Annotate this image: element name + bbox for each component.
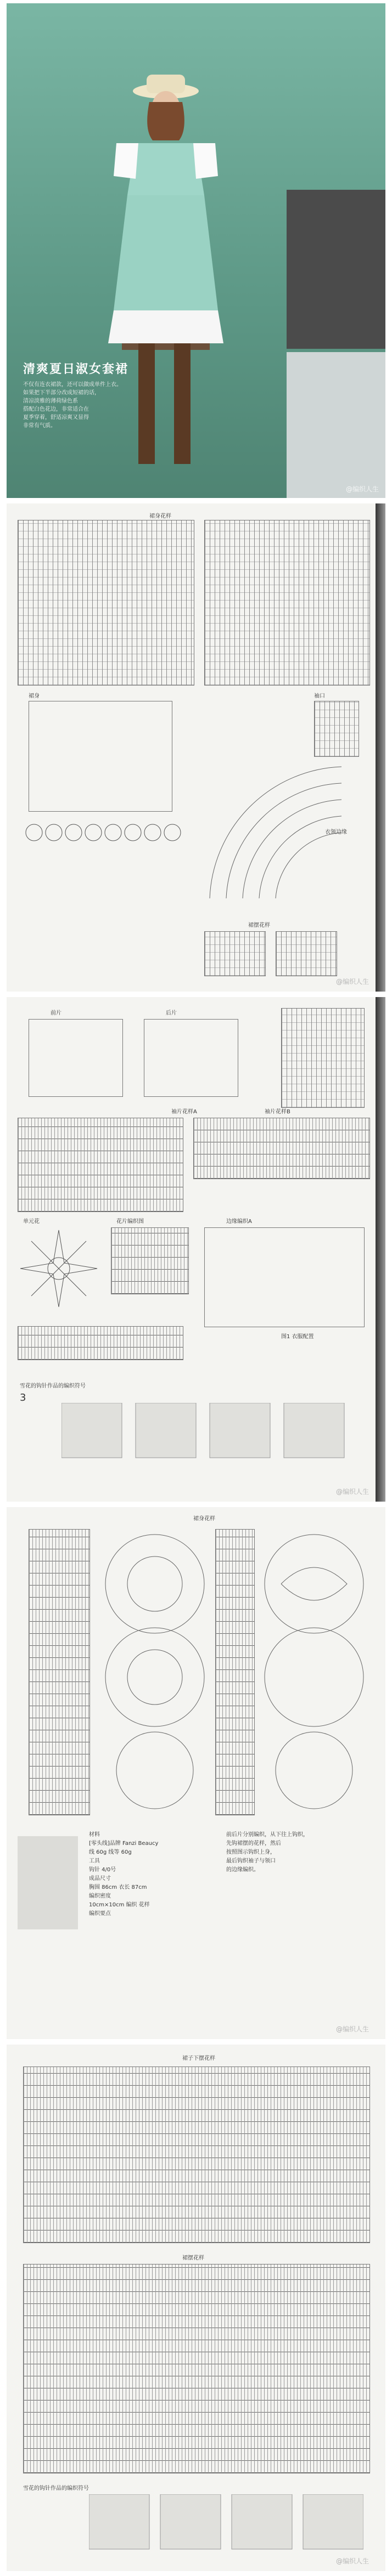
symbol-caption: 雪花的钩针作品的编织符号: [20, 1383, 86, 1389]
front-schematic: [29, 1019, 123, 1097]
chart-label: 裙身花样: [149, 513, 171, 519]
text-line: 的边缘编织。: [226, 1867, 259, 1873]
text-line: 工具: [89, 1858, 100, 1864]
lace-chart-right: [204, 520, 370, 686]
star-motif: [18, 1227, 100, 1310]
edging-chart: [18, 1326, 183, 1360]
text-line: [零头线]品牌 Fanzi Beaucy: [89, 1841, 159, 1847]
page-edge: [376, 503, 385, 992]
chart-label: 花片编织图: [116, 1219, 144, 1225]
thumbnail-photo: [18, 1836, 78, 1929]
fan-chart: [204, 723, 347, 904]
chart-label: 裙摆花样: [182, 2255, 204, 2261]
symbol-caption: 雪花的钩针作品的编织符号: [23, 2486, 89, 2492]
hem-chart-top: [23, 2067, 370, 2243]
text-line: 编织要点: [89, 1911, 111, 1917]
text-line: 按照图示钩织上身，: [226, 1849, 276, 1855]
text-line: 线 60g 线等 60g: [89, 1849, 132, 1855]
lace-wheel-left: [100, 1529, 210, 1814]
intro-line: 清凉淡雅的薄荷绿色系: [23, 398, 78, 404]
chart-label: 裙摆花样: [248, 922, 270, 929]
article-intro: [23, 381, 127, 430]
lace-wheel-right: [259, 1529, 369, 1814]
strip-chart: [281, 1008, 365, 1108]
hem-chart-bottom: [23, 2264, 370, 2473]
text-line: 先钩裙摆的花样，然后: [226, 1841, 281, 1847]
chart-label: 单元花: [23, 1219, 40, 1225]
text-line: 成品尺寸: [89, 1876, 111, 1882]
hem-chart-b: [276, 931, 337, 976]
chart-label: 袖口: [314, 693, 325, 699]
chart-label: 裙身花样: [193, 1516, 215, 1522]
text-line: 胸围 86cm 衣长 87cm: [89, 1884, 147, 1890]
intro-line: 搭配白色花边，非常适合在: [23, 406, 89, 412]
motif-chart: [111, 1227, 189, 1294]
text-line: 10cm×10cm 编织 花样: [89, 1902, 150, 1908]
intro-line: 夏季穿着，舒适凉爽又显得: [23, 415, 89, 421]
hem-chart-a: [204, 931, 266, 976]
stitch-photos: [89, 2494, 363, 2555]
text-line: 前后片分别编织，从下往上钩织，: [226, 1832, 309, 1838]
chart-label: 裙身: [29, 693, 40, 699]
chart-page-1: [7, 503, 385, 992]
lace-chart-left: [18, 520, 194, 686]
watermark: @编织人生: [335, 978, 369, 986]
back-schematic: [144, 1019, 238, 1097]
text-line: 钩针 4/0号: [89, 1867, 116, 1873]
motif-row: [23, 822, 188, 843]
chart-page-4: [7, 2045, 385, 2571]
text-line: 最后钩织袖子与领口: [226, 1858, 276, 1864]
chart-label: 前片: [51, 1010, 61, 1016]
instruction-text: [226, 1831, 369, 1875]
materials-text: [89, 1831, 215, 1918]
inset-photo-jacket: [287, 352, 385, 498]
article-title: 清爽夏日淑女套裙: [23, 363, 129, 376]
chart-label: 图1 衣服配置: [281, 1334, 314, 1340]
stitch-photos: [61, 1403, 347, 1463]
text-heading: 材料: [89, 1832, 100, 1838]
intro-line: 不仅有连衣裙款，还可以做成单件上衣。: [23, 382, 122, 388]
inset-photo-top: [287, 190, 385, 349]
chart-page-2: [7, 997, 385, 1502]
column-chart-left: [29, 1529, 90, 1815]
watermark: @编织人生: [335, 2025, 369, 2033]
sleeve-chart-a: [18, 1118, 183, 1212]
chart-label: 裙子下摆花样: [182, 2056, 215, 2062]
intro-line: 如果把下半部分改成短裙的话，: [23, 390, 100, 396]
body-schematic: [29, 701, 172, 812]
sleeve-chart-b: [193, 1118, 370, 1179]
page-edge: [376, 997, 385, 1502]
chart-label: 袖片花样A: [171, 1109, 197, 1115]
chart-label: 后片: [166, 1010, 177, 1016]
chart-label: 衣领边缘: [325, 829, 347, 835]
intro-line: 非常有气质。: [23, 423, 56, 429]
chart-page-3: [7, 1507, 385, 2039]
watermark: @编织人生: [345, 485, 379, 493]
photo-panel: [7, 3, 385, 498]
watermark: @编织人生: [335, 2557, 369, 2565]
chart-label: 边缘编织A: [226, 1219, 252, 1225]
watermark: @编织人生: [335, 1488, 369, 1496]
column-chart-center: [215, 1529, 255, 1815]
page-number: 3: [20, 1392, 26, 1403]
chart-label: 袖片花样B: [265, 1109, 290, 1115]
edging-frame: [204, 1227, 365, 1327]
text-line: 编织密度: [89, 1893, 111, 1899]
